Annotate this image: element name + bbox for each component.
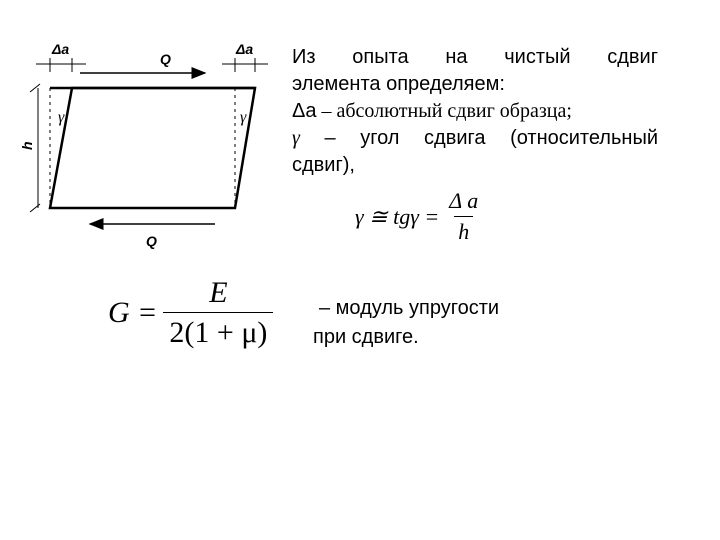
text-line-4 bbox=[292, 125, 658, 152]
text-line-1: Из опыта на чистый сдвиг bbox=[292, 46, 658, 68]
delta-a-symbol: Δа bbox=[292, 100, 317, 122]
height-label: h bbox=[19, 141, 35, 150]
text-line-5: сдвиг), bbox=[292, 154, 355, 176]
gamma-left-label: γ bbox=[58, 109, 65, 126]
force-bottom-label: Q bbox=[146, 233, 157, 249]
delta-a-description: – абсолютный сдвиг образца; bbox=[316, 100, 572, 122]
sheared-element bbox=[50, 88, 255, 208]
formula-gamma-fraction bbox=[445, 188, 482, 245]
gamma-right-label: γ bbox=[240, 109, 247, 126]
formula-gamma-lhs: γ ≅ tgγ = bbox=[355, 203, 440, 229]
shear-modulus-formula bbox=[108, 276, 273, 350]
shear-diagram bbox=[0, 0, 290, 260]
formula-g-fraction bbox=[163, 276, 273, 350]
text-line-2: элемента определяем: bbox=[292, 73, 505, 95]
explanation-text bbox=[292, 44, 658, 179]
text-line-3 bbox=[292, 98, 658, 125]
formula-g-denominator: 2(1 + μ) bbox=[163, 312, 273, 350]
gamma-description: – угол сдвига (относительный bbox=[299, 127, 658, 149]
delta-a-right-label: Δa bbox=[236, 41, 254, 57]
formula-gamma-numerator: Δ a bbox=[449, 188, 479, 213]
g-desc-line-2: при сдвиге. bbox=[313, 326, 419, 348]
formula-g-numerator: E bbox=[209, 276, 228, 309]
formula-g-lhs: G = bbox=[108, 296, 158, 329]
force-top-label: Q bbox=[160, 51, 171, 67]
shear-angle-formula bbox=[355, 188, 482, 245]
delta-a-left-label: Δa bbox=[52, 41, 70, 57]
g-desc-line-1: – модуль упругости bbox=[319, 297, 500, 319]
formula-gamma-denominator: h bbox=[454, 216, 473, 245]
gamma-symbol: γ bbox=[292, 127, 300, 149]
shear-modulus-description bbox=[313, 294, 499, 352]
